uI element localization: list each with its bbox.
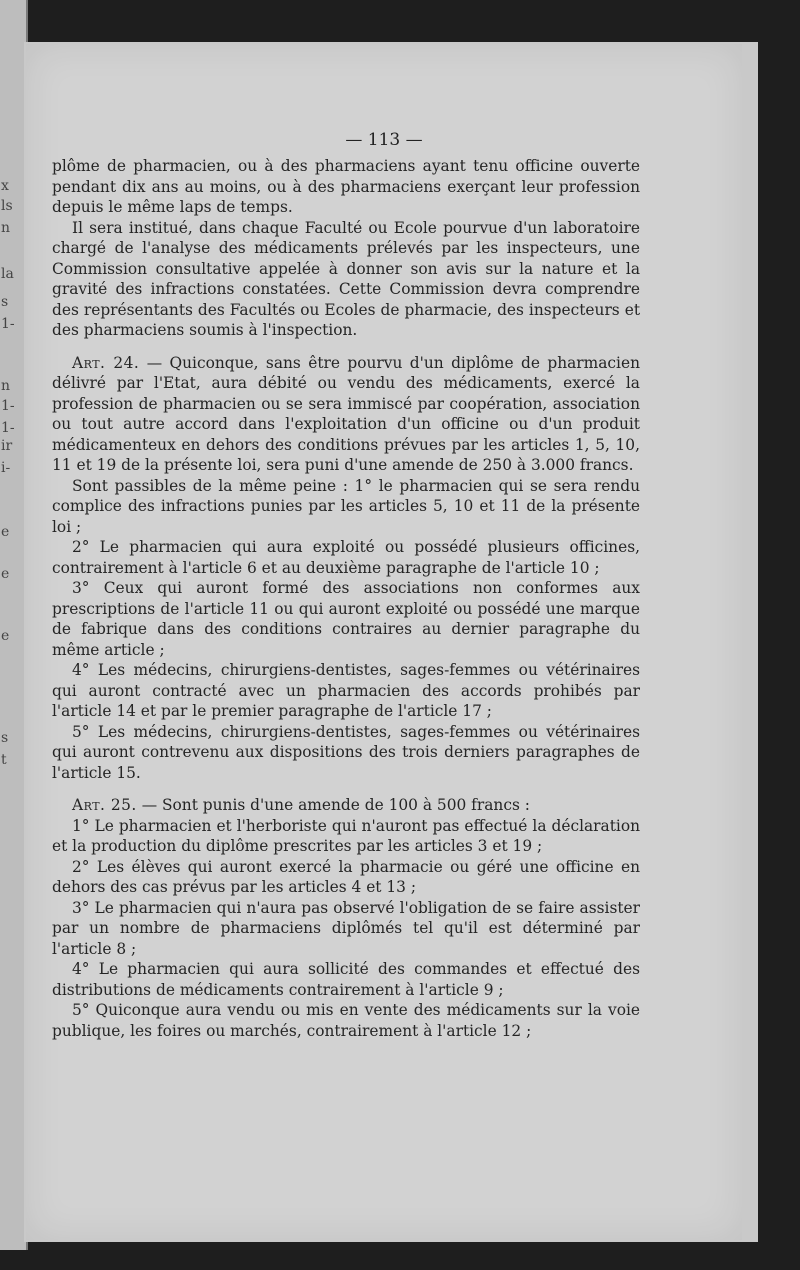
article-24-paragraph: Art. 24. — Quiconque, sans être pourvu d'un diplôme de pharmacien délivré par l'Etat, aura débité ou vendu des médicaments, exercé la profession de pharmacien ou se sera immiscé par coopération, association ou tout autre accord dans l'exploitation d'un officine ou d'un produit médicamenteux en dehors des conditions prévues par les articles 1, 5, 10, 11 et 19 de la présente loi, sera puni d'une amende de 250 à 3.000 francs. bbox=[52, 353, 640, 474]
page-number: — 113 — bbox=[345, 130, 423, 150]
margin-fragment: s bbox=[1, 730, 9, 746]
margin-fragment: n bbox=[1, 220, 11, 236]
paragraph: 1° Le pharmacien et l'herboriste qui n'auront pas effectué la déclaration et la production du diplôme prescrites par les articles 3 et 19 ; bbox=[52, 816, 640, 855]
margin-fragment: 1- bbox=[1, 398, 15, 414]
margin-fragment: la bbox=[1, 266, 14, 282]
paragraph: Il sera institué, dans chaque Faculté ou Ecole pourvue d'un laboratoire chargé de l'analyse des médicaments prélevés par les inspecteurs, une Commission consultative appelée à donner son avis sur la nature et la gravité des infractions constatées. Cette Commission devra comprendre des représentants des Facultés ou Ecoles de pharmacie, des inspecteurs et des pharmaciens soumis à l'inspection. bbox=[52, 218, 640, 339]
article-label: Art. 25. bbox=[72, 796, 137, 814]
paragraph: 3° Ceux qui auront formé des associations non conformes aux prescriptions de l'article 11 ou qui auront exploité ou possédé une marque de fabrique dans des conditions contraires au dernier paragraphe du même article ; bbox=[52, 579, 640, 659]
paragraph: 4° Le pharmacien qui aura sollicité des commandes et effectué des distributions de médicaments contrairement à l'article 9 ; bbox=[52, 960, 640, 999]
article-25-paragraph: Art. 25. — Sont punis d'une amende de 100 à 500 francs : bbox=[72, 796, 530, 814]
paragraph: 5° Quiconque aura vendu ou mis en vente des médicaments sur la voie publique, les foires ou marchés, contrairement à l'article 12 ; bbox=[52, 1001, 640, 1040]
paragraph: 3° Le pharmacien qui n'aura pas observé l'obligation de se faire assister par un nombre de pharmaciens diplômés tel qu'il est déterminé par l'article 8 ; bbox=[52, 898, 640, 958]
paragraph: 5° Les médecins, chirurgiens-dentistes, sages-femmes ou vétérinaires qui auront contrevenu aux dispositions des trois derniers paragraphes de l'article 15. bbox=[52, 722, 640, 782]
margin-fragment: t bbox=[1, 752, 7, 768]
margin-fragment: 1- bbox=[1, 316, 15, 332]
margin-fragment: ir bbox=[1, 438, 13, 454]
page-body-text bbox=[52, 156, 640, 1041]
paragraph: 4° Les médecins, chirurgiens-dentistes, sages-femmes ou vétérinaires qui auront contracté avec un pharmacien des accords prohibés par l'article 14 et par le premier paragraphe de l'article 17 ; bbox=[52, 661, 640, 720]
margin-fragment: e bbox=[1, 628, 10, 644]
paragraph: Sont passibles de la même peine : 1° le pharmacien qui se sera rendu complice des infractions punies par les articles 5, 10 et 11 de la présente loi ; bbox=[52, 476, 640, 536]
margin-fragment: e bbox=[1, 524, 10, 540]
margin-fragment: e bbox=[1, 566, 10, 582]
margin-fragment: x bbox=[1, 178, 9, 194]
margin-fragment: n bbox=[1, 378, 11, 394]
book-page bbox=[26, 44, 742, 1240]
margin-fragment: ls bbox=[1, 198, 13, 214]
paragraph: 2° Le pharmacien qui aura exploité ou possédé plusieurs officines, contrairement à l'article 6 et au deuxième paragraphe de l'article 10 ; bbox=[52, 538, 640, 577]
margin-fragment: i- bbox=[1, 460, 11, 476]
margin-fragment: 1- bbox=[1, 420, 15, 436]
paragraph: 2° Les élèves qui auront exercé la pharmacie ou géré une officine en dehors des cas prévus par les articles 4 et 13 ; bbox=[52, 857, 640, 896]
paragraph: plôme de pharmacien, ou à des pharmaciens ayant tenu officine ouverte pendant dix ans au moins, ou à des pharmaciens exerçant leur profession depuis le même laps de temps. bbox=[52, 157, 640, 216]
article-label: Art. 24. bbox=[72, 353, 140, 372]
margin-fragment: s bbox=[1, 294, 9, 310]
